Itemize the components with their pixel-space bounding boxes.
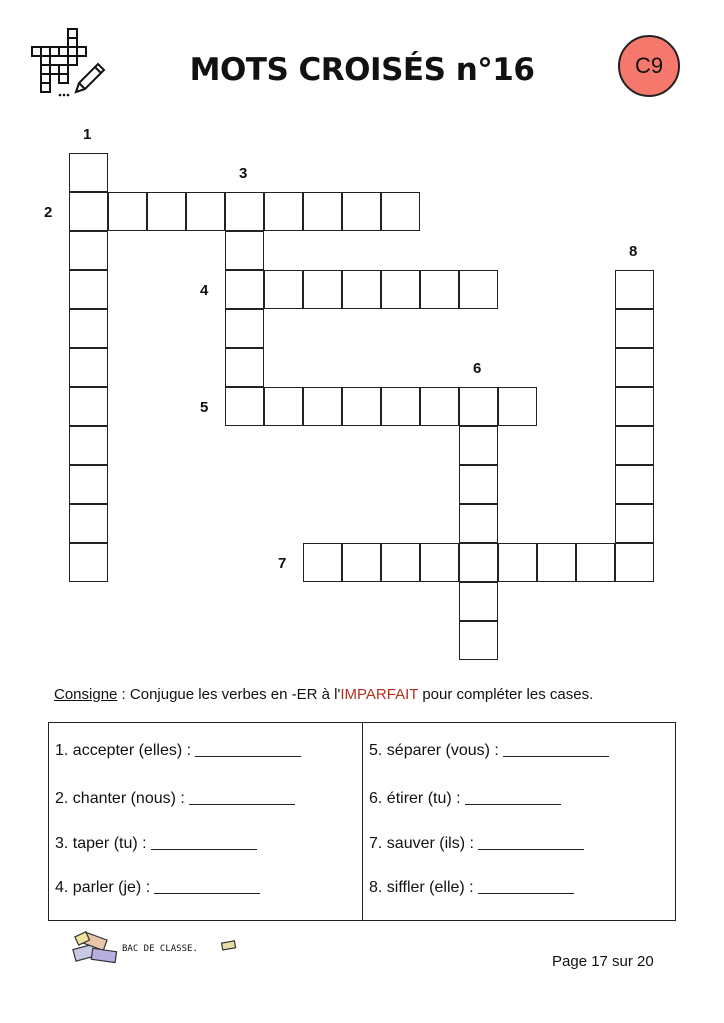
clue-1 — [55, 742, 301, 760]
crossword-cell-1-7[interactable] — [69, 387, 108, 426]
crossword-cell-6-7[interactable] — [459, 621, 498, 660]
badge-label: C9 — [634, 53, 664, 78]
crossword-cell-8-8[interactable] — [615, 543, 654, 582]
crossword-cell-6-2[interactable] — [459, 426, 498, 465]
crossword-cell-7-3[interactable] — [381, 543, 420, 582]
crossword-cell-5-7[interactable] — [459, 387, 498, 426]
crossword-cell-3-4[interactable] — [225, 309, 264, 348]
crossword-cell-4-2[interactable] — [264, 270, 303, 309]
crossword-cell-5-8[interactable] — [498, 387, 537, 426]
grid-number-7: 7 — [278, 555, 287, 572]
crossword-cell-1-5[interactable] — [69, 309, 108, 348]
crossword-cell-7-7[interactable] — [537, 543, 576, 582]
crossword-cell-7-2[interactable] — [342, 543, 381, 582]
answer-blank-3[interactable] — [151, 849, 257, 850]
crossword-cell-1-10[interactable] — [69, 504, 108, 543]
page-number: Page 17 sur 20 — [552, 953, 654, 970]
clue-1-text: 1. accepter (elles) : — [55, 742, 192, 759]
answer-blank-2[interactable] — [189, 804, 295, 805]
crossword-cell-1-2[interactable] — [69, 192, 108, 231]
crossword-cell-7-4[interactable] — [420, 543, 459, 582]
crossword-cell-8-7[interactable] — [615, 504, 654, 543]
grid-number-5: 5 — [200, 399, 209, 416]
answer-blank-8[interactable] — [478, 893, 574, 894]
crossword-cell-2-2[interactable] — [108, 192, 147, 231]
crossword-cell-2-9[interactable] — [381, 192, 420, 231]
clue-3 — [55, 835, 257, 853]
crossword-cell-6-6[interactable] — [459, 582, 498, 621]
answer-blank-4[interactable] — [154, 893, 260, 894]
clue-7 — [369, 835, 584, 853]
instructions-text-before: : Conjugue les verbes en -ER à l' — [117, 686, 341, 703]
clues-table — [48, 722, 676, 921]
answer-blank-7[interactable] — [478, 849, 584, 850]
instructions — [54, 686, 593, 703]
grid-number-8: 8 — [629, 243, 638, 260]
crossword-cell-1-8[interactable] — [69, 426, 108, 465]
brand-name: BAC DE CLASSE. — [122, 944, 198, 954]
clue-8-text: 8. siffler (elle) : — [369, 879, 474, 896]
crossword-cell-6-3[interactable] — [459, 465, 498, 504]
crossword-cell-7-1[interactable] — [303, 543, 342, 582]
crossword-cell-1-4[interactable] — [69, 270, 108, 309]
grid-number-2: 2 — [44, 204, 53, 221]
crossword-cell-5-3[interactable] — [303, 387, 342, 426]
grid-number-1: 1 — [83, 126, 92, 143]
crossword-cell-5-4[interactable] — [342, 387, 381, 426]
crossword-cell-8-2[interactable] — [615, 309, 654, 348]
crossword-cell-2-6[interactable] — [264, 192, 303, 231]
crossword-cell-8-6[interactable] — [615, 465, 654, 504]
crossword-cell-7-6[interactable] — [498, 543, 537, 582]
clue-6 — [369, 790, 561, 808]
answer-blank-1[interactable] — [195, 756, 301, 757]
clue-4-text: 4. parler (je) : — [55, 879, 151, 896]
crossword-cell-3-2[interactable] — [225, 231, 264, 270]
crossword-cell-5-2[interactable] — [264, 387, 303, 426]
clue-7-text: 7. sauver (ils) : — [369, 835, 474, 852]
crossword-cell-8-5[interactable] — [615, 426, 654, 465]
page-title: MOTS CROISÉS n°16 — [189, 52, 535, 88]
crossword-cell-4-6[interactable] — [420, 270, 459, 309]
grid-number-3: 3 — [239, 165, 248, 182]
crossword-cell-2-4[interactable] — [186, 192, 225, 231]
instructions-highlight: IMPARFAIT — [340, 686, 419, 703]
clue-5-text: 5. séparer (vous) : — [369, 742, 499, 759]
crossword-cell-3-6[interactable] — [225, 387, 264, 426]
instructions-label: Consigne — [54, 686, 118, 703]
crossword-cell-4-4[interactable] — [342, 270, 381, 309]
grid-number-4: 4 — [200, 282, 209, 299]
crossword-cell-4-3[interactable] — [303, 270, 342, 309]
clue-2 — [55, 790, 295, 808]
crossword-cell-8-3[interactable] — [615, 348, 654, 387]
clue-6-text: 6. étirer (tu) : — [369, 790, 461, 807]
clues-divider — [362, 723, 363, 920]
clue-5 — [369, 742, 609, 760]
crossword-cell-8-1[interactable] — [615, 270, 654, 309]
crossword-cell-5-5[interactable] — [381, 387, 420, 426]
grid-number-6: 6 — [473, 360, 482, 377]
crossword-cell-4-7[interactable] — [459, 270, 498, 309]
crossword-cell-1-9[interactable] — [69, 465, 108, 504]
clue-8 — [369, 879, 574, 897]
crossword-cell-2-5[interactable] — [225, 192, 264, 231]
crossword-cell-3-3[interactable] — [225, 270, 264, 309]
crossword-cell-5-6[interactable] — [420, 387, 459, 426]
crossword-cell-8-4[interactable] — [615, 387, 654, 426]
crossword-cell-1-3[interactable] — [69, 231, 108, 270]
clue-2-text: 2. chanter (nous) : — [55, 790, 185, 807]
crossword-cell-3-5[interactable] — [225, 348, 264, 387]
answer-blank-5[interactable] — [503, 756, 609, 757]
crossword-cell-6-5[interactable] — [459, 543, 498, 582]
crossword-cell-1-11[interactable] — [69, 543, 108, 582]
answer-blank-6[interactable] — [465, 804, 561, 805]
crossword-cell-1-1[interactable] — [69, 153, 108, 192]
crossword-cell-6-4[interactable] — [459, 504, 498, 543]
crossword-cell-4-5[interactable] — [381, 270, 420, 309]
clue-3-text: 3. taper (tu) : — [55, 835, 147, 852]
crossword-cell-1-6[interactable] — [69, 348, 108, 387]
crossword-cell-2-7[interactable] — [303, 192, 342, 231]
instructions-text-after: pour compléter les cases. — [418, 686, 594, 703]
clue-4 — [55, 879, 260, 897]
crossword-cell-7-8[interactable] — [576, 543, 615, 582]
crossword-cell-2-3[interactable] — [147, 192, 186, 231]
crossword-cell-2-8[interactable] — [342, 192, 381, 231]
brand-logo-icon — [70, 928, 240, 968]
